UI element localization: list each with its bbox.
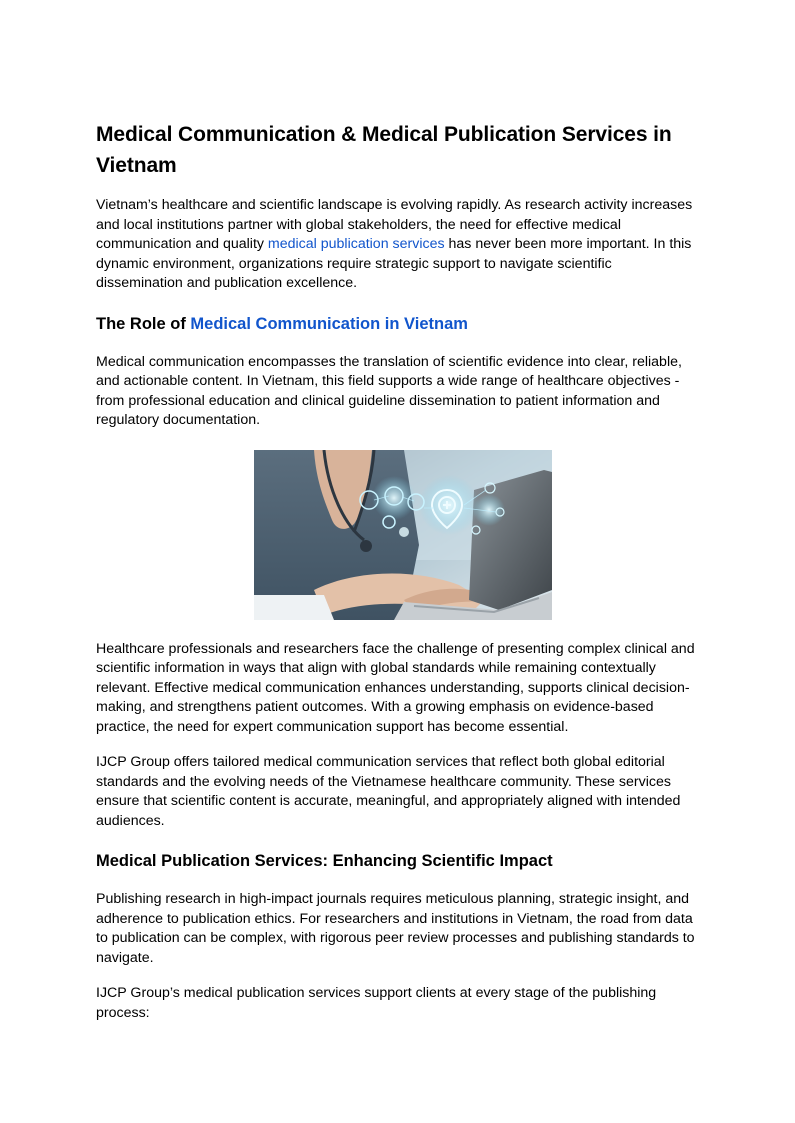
intro-text-after-link: has never been more important. In this dynamic environment, organizations require strategic support to navigate scientific dissemination and publication excellence. [96,236,692,291]
section-heading-publication: Medical Publication Services: Enhancing Scientific Impact [96,852,553,870]
intro-paragraph [96,196,702,294]
publishing-paragraph: Publishing research in high-impact journals requires meticulous planning, strategic insight, and adherence to publication ethics. For researchers and institutions in Vietnam, the road from data to publication can be complex, with rigorous peer review processes and publishing standards to navigate. [96,891,695,966]
medical-publication-services-link[interactable]: medical publication services [267,236,445,252]
publication-support-paragraph: IJCP Group’s medical publication services support clients at every stage of the publishing process: [96,985,657,1021]
figure [96,450,702,620]
intro-text-before-link: Vietnam’s healthcare and scientific landscape is evolving rapidly. As research activity increases and local institutions partner with global stakeholders, the need for effective medical communication and quality [96,197,693,252]
ijcp-services-paragraph: IJCP Group offers tailored medical communication services that reflect both global editorial standards and the evolving needs of the Vietnamese healthcare community. These services ensure that scientific content is accurate, meaningful, and appropriately aligned with intended audiences. [96,754,681,829]
challenge-paragraph: Healthcare professionals and researchers face the challenge of presenting complex clinical and scientific information in ways that align with global standards while remaining contextually relevant. Effective medical communication enhances understanding, supports clinical decision-making, and strengthens patient outcomes. With a growing emphasis on evidence-based practice, the need for expert communication support has become essential. [96,640,695,735]
section-heading-role-prefix: The Role of [96,314,191,333]
medical-communication-vietnam-link[interactable]: Medical Communication in Vietnam [190,314,468,333]
role-paragraph: Medical communication encompasses the translation of scientific evidence into clear, reliable, and actionable content. In Vietnam, this field supports a wide range of healthcare objectives - from professional education and clinical guideline dissemination to patient information and regulatory documentation. [96,353,682,428]
document-page [96,119,702,1023]
doctor-laptop-image [254,450,552,620]
page-title: Medical Communication & Medical Publication Services in Vietnam [96,123,672,177]
section-heading-role [96,313,702,335]
